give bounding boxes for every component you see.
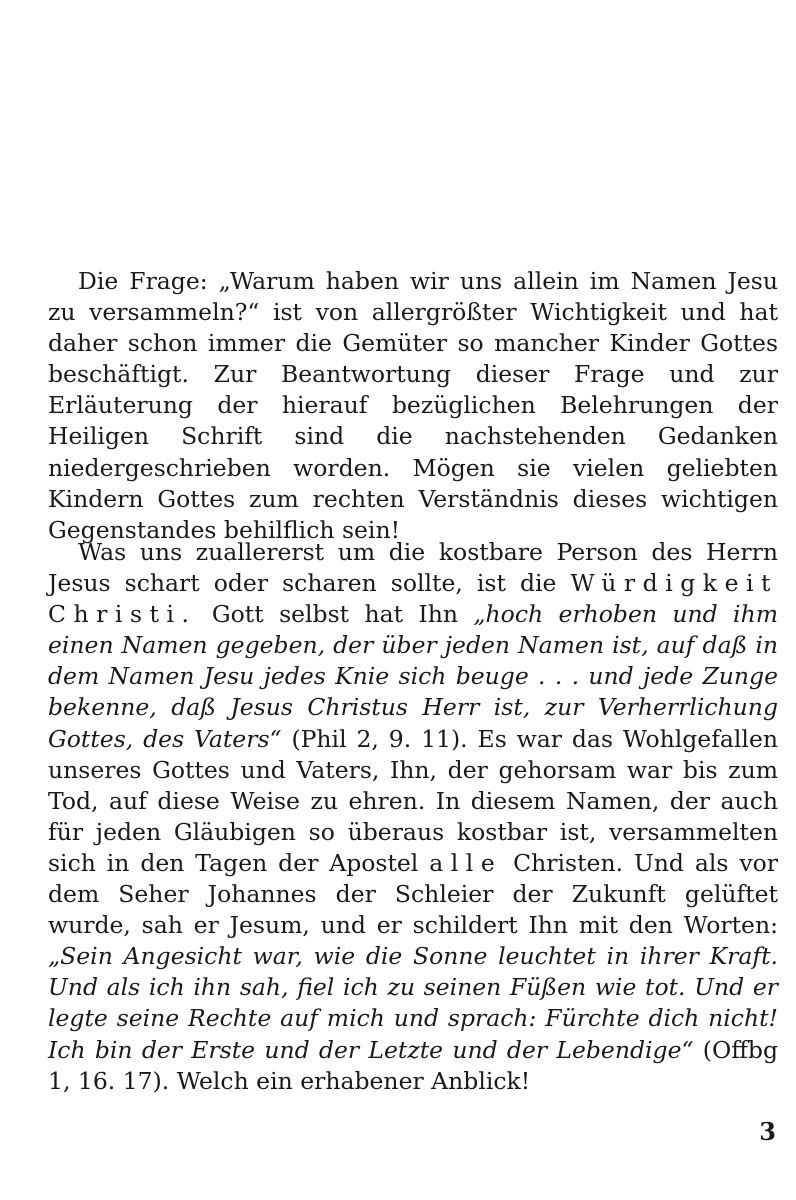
- spaced-emphasis-alle: alle: [429, 848, 503, 877]
- paragraph-text-part5: (Offbg 1, 16. 17). Welch ein erhabener Anblick!: [48, 1035, 778, 1095]
- page-number: 3: [759, 1117, 776, 1146]
- paragraph-text-part4: Christen. Und als vor dem Seher Johannes der Schleier der Zukunft gelüftet wurde, sah er Jesum, und er schildert Ihn mit den Worten:: [48, 848, 778, 940]
- paragraph-worthiness: [48, 537, 778, 1097]
- spaced-emphasis-wuerdigkeit: Würdigkeit Christi.: [48, 569, 778, 629]
- paragraph-text-part1: Was uns zuallererst um die kostbare Person des Herrn Jesus schart oder scharen sollte, ist die: [48, 538, 778, 598]
- scripture-quote-phil: „hoch erhoben und ihm einen Namen gegeben, der über jeden Namen ist, auf daß in dem Namen Jesu jedes Knie sich beuge . . . und jede Zunge bekenne, daß Jesus Christus Herr ist, zur Verherrlichung Gottes, des Vaters“: [48, 600, 778, 753]
- paragraph-text-part2: Gott selbst hat Ihn: [211, 600, 458, 629]
- paragraph-intro: [48, 266, 778, 546]
- paragraph-text-part3: (Phil 2, 9. 11). Es war das Wohlgefallen unseres Gottes und Vaters, Ihn, der gehorsam war bis zum Tod, auf diese Weise zu ehren. In diesem Namen, der auch für jeden Gläubigen so überaus kostbar ist, versammelten sich in den Tagen der Apostel: [48, 724, 778, 877]
- paragraph-intro-text: Die Frage: „Warum haben wir uns allein im Namen Jesu zu versammeln?“ ist von allergrößter Wichtigkeit und hat daher schon immer die Gemüter so mancher Kinder Gottes beschäftigt. Zur Beantwortung dieser Frage und zur Erläuterung der hierauf bezüglichen Belehrungen der Heiligen Schrift sind die nachstehenden Gedanken niedergeschrieben worden. Mögen sie vielen geliebten Kindern Gottes zum rechten Verständnis dieses wichtigen Gegenstandes behilflich sein!: [48, 267, 778, 544]
- scripture-quote-offbg: „Sein Angesicht war, wie die Sonne leuchtet in ihrer Kraft. Und als ich ihn sah, fiel ich zu seinen Füßen wie tot. Und er legte seine Rechte auf mich und sprach: Fürchte dich nicht! Ich bin der Erste und der Letzte und der Lebendige“: [48, 942, 778, 1064]
